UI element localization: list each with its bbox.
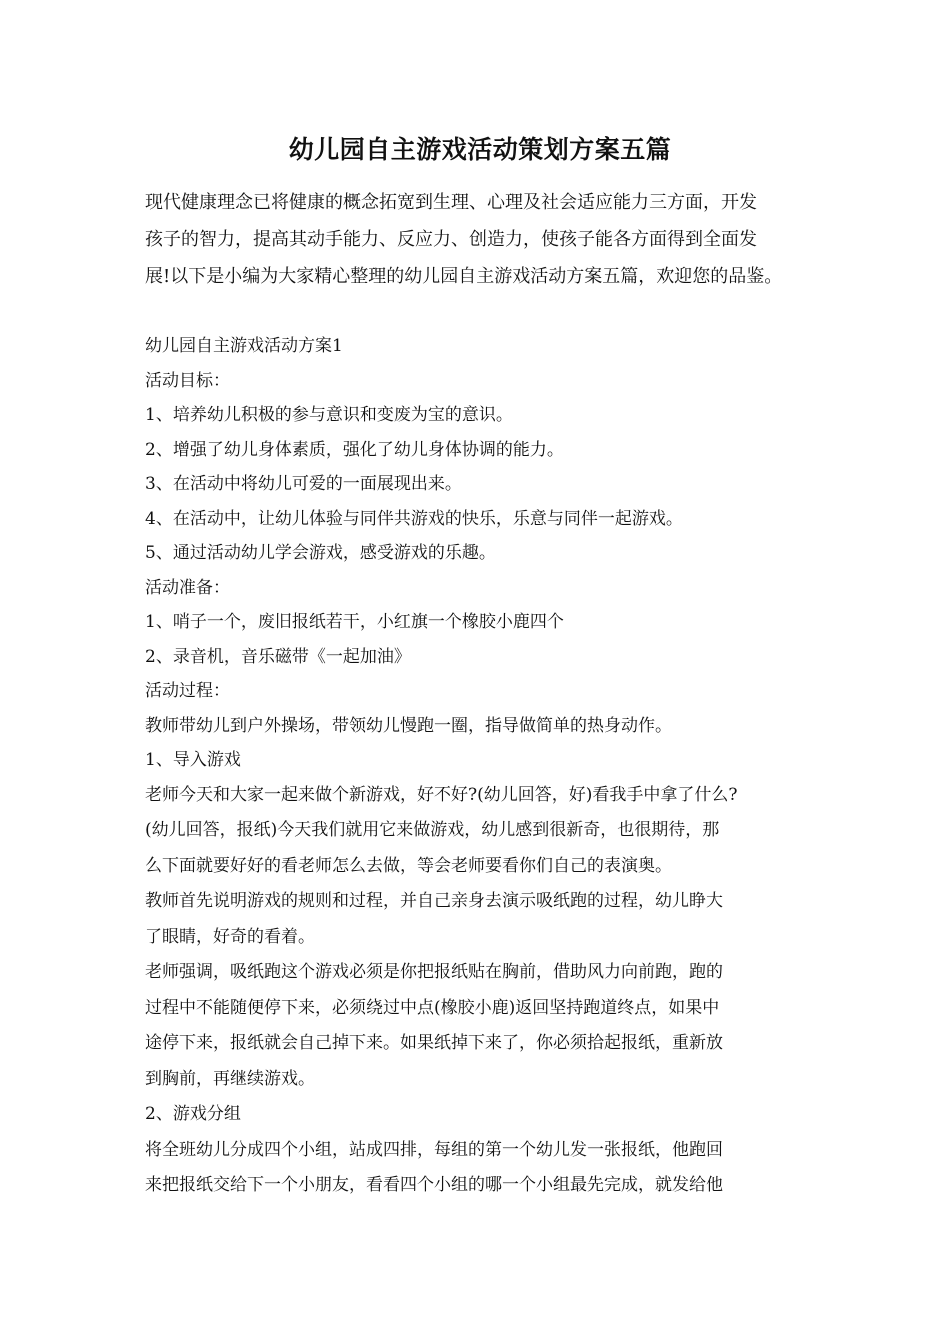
body-line: 教师首先说明游戏的规则和过程，并自己亲身去演示吸纸跑的过程，幼儿睁大 bbox=[145, 891, 723, 911]
body-line: 教师带幼儿到户外操场，带领幼儿慢跑一圈，指导做简单的热身动作。 bbox=[145, 715, 672, 736]
intro-paragraph bbox=[145, 184, 815, 295]
body-line: 来把报纸交给下一个小朋友，看看四个小组的哪一个小组最先完成，就发给他 bbox=[145, 1175, 723, 1195]
body-line: 老师今天和大家一起来做个新游戏，好不好?(幼儿回答，好)看我手中拿了什么? bbox=[145, 784, 738, 805]
body-line: (幼儿回答，报纸)今天我们就用它来做游戏，幼儿感到很新奇，也很期待，那 bbox=[145, 820, 720, 840]
subheading-process: 活动过程： bbox=[145, 681, 230, 701]
subheading-preparation: 活动准备： bbox=[145, 577, 230, 598]
document-page bbox=[145, 130, 815, 1204]
body-line: 途停下来，报纸就会自己掉下来。如果纸掉下来了，你必须拾起报纸，重新放 bbox=[145, 1033, 723, 1053]
intro-line: 展!以下是小编为大家精心整理的幼儿园自主游戏活动方案五篇，欢迎您的品鉴。 bbox=[145, 266, 783, 287]
goal-item: 5、通过活动幼儿学会游戏，感受游戏的乐趣。 bbox=[145, 543, 496, 563]
preparation-item: 1、哨子一个，废旧报纸若干，小红旗一个橡胶小鹿四个 bbox=[145, 612, 564, 632]
body-line: 么下面就要好好的看老师怎么去做，等会老师要看你们自己的表演奥。 bbox=[145, 855, 672, 876]
subheading-goals: 活动目标： bbox=[145, 370, 230, 391]
plan-1-section bbox=[145, 329, 815, 1204]
intro-line: 孩子的智力，提高其动手能力、反应力、创造力，使孩子能各方面得到全面发 bbox=[145, 229, 757, 250]
body-line: 到胸前，再继续游戏。 bbox=[145, 1068, 315, 1089]
goal-item: 3、在活动中将幼儿可爱的一面展现出来。 bbox=[145, 474, 462, 494]
goal-item: 2、增强了幼儿身体素质，强化了幼儿身体协调的能力。 bbox=[145, 439, 564, 460]
step-heading: 1、导入游戏 bbox=[145, 750, 241, 770]
intro-line: 现代健康理念已将健康的概念拓宽到生理、心理及社会适应能力三方面，开发 bbox=[145, 192, 757, 213]
section-heading: 幼儿园自主游戏活动方案1 bbox=[145, 336, 343, 356]
step-heading: 2、游戏分组 bbox=[145, 1104, 241, 1124]
document-title: 幼儿园自主游戏活动策划方案五篇 bbox=[288, 135, 672, 164]
goal-item: 4、在活动中，让幼儿体验与同伴共游戏的快乐，乐意与同伴一起游戏。 bbox=[145, 508, 683, 529]
preparation-item: 2、录音机，音乐磁带《一起加油》 bbox=[145, 646, 411, 667]
body-line: 过程中不能随便停下来，必须绕过中点(橡胶小鹿)返回坚持跑道终点，如果中 bbox=[145, 997, 720, 1018]
body-line: 将全班幼儿分成四个小组，站成四排，每组的第一个幼儿发一张报纸，他跑回 bbox=[145, 1139, 723, 1160]
body-line: 了眼睛，好奇的看着。 bbox=[145, 926, 315, 947]
goal-item: 1、培养幼儿积极的参与意识和变废为宝的意识。 bbox=[145, 405, 513, 425]
body-line: 老师强调，吸纸跑这个游戏必须是你把报纸贴在胸前，借助风力向前跑，跑的 bbox=[145, 962, 723, 982]
